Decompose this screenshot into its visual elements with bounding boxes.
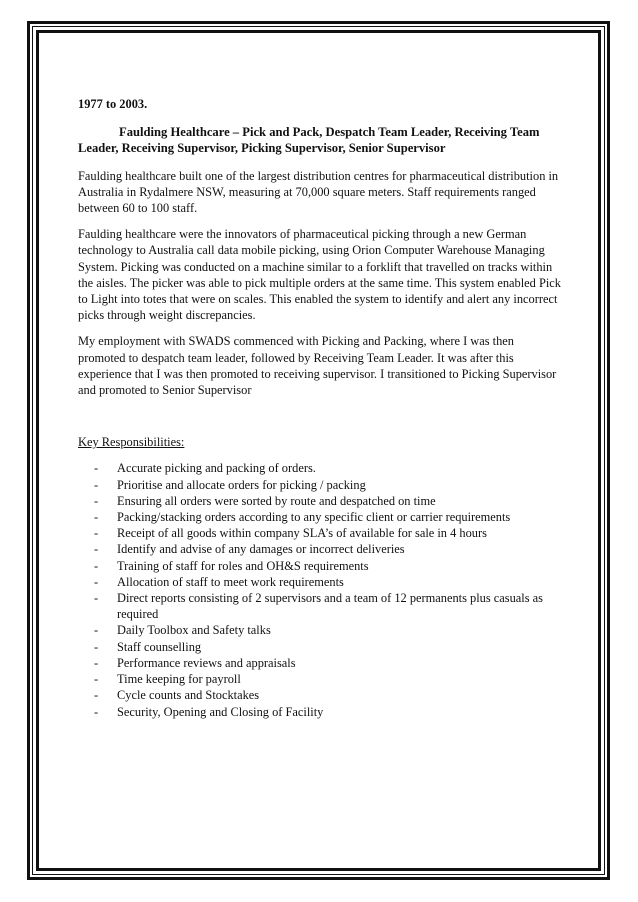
list-item (78, 477, 562, 493)
list-item (78, 704, 562, 720)
bullet-dash: - (94, 655, 99, 670)
responsibility-text: Staff counselling (117, 639, 202, 654)
bullet-dash: - (94, 558, 99, 573)
responsibility-text: Identify and advise of any damages or incorrect deliveries (117, 542, 405, 557)
responsibility-text: Direct reports consisting of 2 supervisors and a team of 12 permanents plus casuals as required (117, 591, 543, 622)
responsibility-text: Ensuring all orders were sorted by route and despatched on time (117, 493, 436, 508)
bullet-dash: - (94, 623, 99, 638)
key-responsibilities-heading: Key Responsibilities: (78, 435, 185, 450)
list-item (78, 622, 562, 638)
responsibility-text: Performance reviews and appraisals (117, 655, 296, 670)
bullet-dash: - (94, 591, 99, 606)
bullet-dash: - (94, 704, 99, 719)
bullet-dash: - (94, 510, 99, 525)
list-item (78, 509, 562, 525)
list-item (78, 671, 562, 687)
list-item (78, 687, 562, 703)
responsibility-text: Packing/stacking orders according to any specific client or carrier requirements (117, 510, 511, 525)
bullet-dash: - (94, 461, 99, 476)
bullet-dash: - (94, 688, 99, 703)
list-item (78, 639, 562, 655)
bullet-dash: - (94, 574, 99, 589)
list-item (78, 460, 562, 476)
section-spacer (78, 408, 562, 434)
paragraph-employment-history: My employment with SWADS commenced with Picking and Packing, where I was then promoted to despatch team leader, followed by Receiving Team Leader. It was after this experience that I was then promoted to receiving supervisor. I transitioned to Picking Supervisor and promoted to Senior Supervisor (78, 334, 557, 398)
responsibility-text: Accurate picking and packing of orders. (117, 461, 316, 476)
bullet-dash: - (94, 477, 99, 492)
responsibility-text: Daily Toolbox and Safety talks (117, 623, 271, 638)
responsibility-text: Training of staff for roles and OH&S requirements (117, 558, 369, 573)
bullet-dash: - (94, 493, 99, 508)
bullet-dash: - (94, 672, 99, 687)
responsibility-text: Cycle counts and Stocktakes (117, 688, 260, 703)
list-item (78, 655, 562, 671)
bullet-dash: - (94, 639, 99, 654)
employment-roles-heading: Faulding Healthcare – Pick and Pack, Despatch Team Leader, Receiving Team Leader, Receiving Supervisor, Picking Supervisor, Senior Supervisor (78, 125, 540, 156)
list-item (78, 493, 562, 509)
list-item (78, 558, 562, 574)
list-item (78, 525, 562, 541)
paragraph-technology: Faulding healthcare were the innovators of pharmaceutical picking through a new German technology to Australia call data mobile picking, using Orion Computer Warehouse Managing System. Picking was conducted on a machine similar to a forklift that travelled on tracks within the aisles. The picker was able to pick multiple orders at the same time. This system enabled Pick to Light into totes that were on scales. This enabled the system to identify and alert any incorrect picks through weight discrepancies. (78, 227, 561, 323)
responsibility-text: Prioritise and allocate orders for picking / packing (117, 477, 366, 492)
responsibility-text: Security, Opening and Closing of Facility (117, 704, 324, 719)
list-item (78, 574, 562, 590)
document-body (78, 96, 562, 720)
employment-period: 1977 to 2003. (78, 97, 148, 111)
bullet-dash: - (94, 542, 99, 557)
list-item (78, 590, 562, 622)
paragraph-company-description: Faulding healthcare built one of the largest distribution centres for pharmaceutical distribution in Australia in Rydalmere NSW, measuring at 70,000 square meters. Staff requirements ranged between 60 to 100 staff. (78, 168, 559, 216)
bullet-dash: - (94, 526, 99, 541)
responsibility-text: Time keeping for payroll (117, 672, 241, 687)
responsibility-text: Allocation of staff to meet work requirements (117, 574, 344, 589)
list-item (78, 541, 562, 557)
responsibilities-list (78, 460, 562, 719)
responsibility-text: Receipt of all goods within company SLA’s of available for sale in 4 hours (117, 526, 487, 541)
